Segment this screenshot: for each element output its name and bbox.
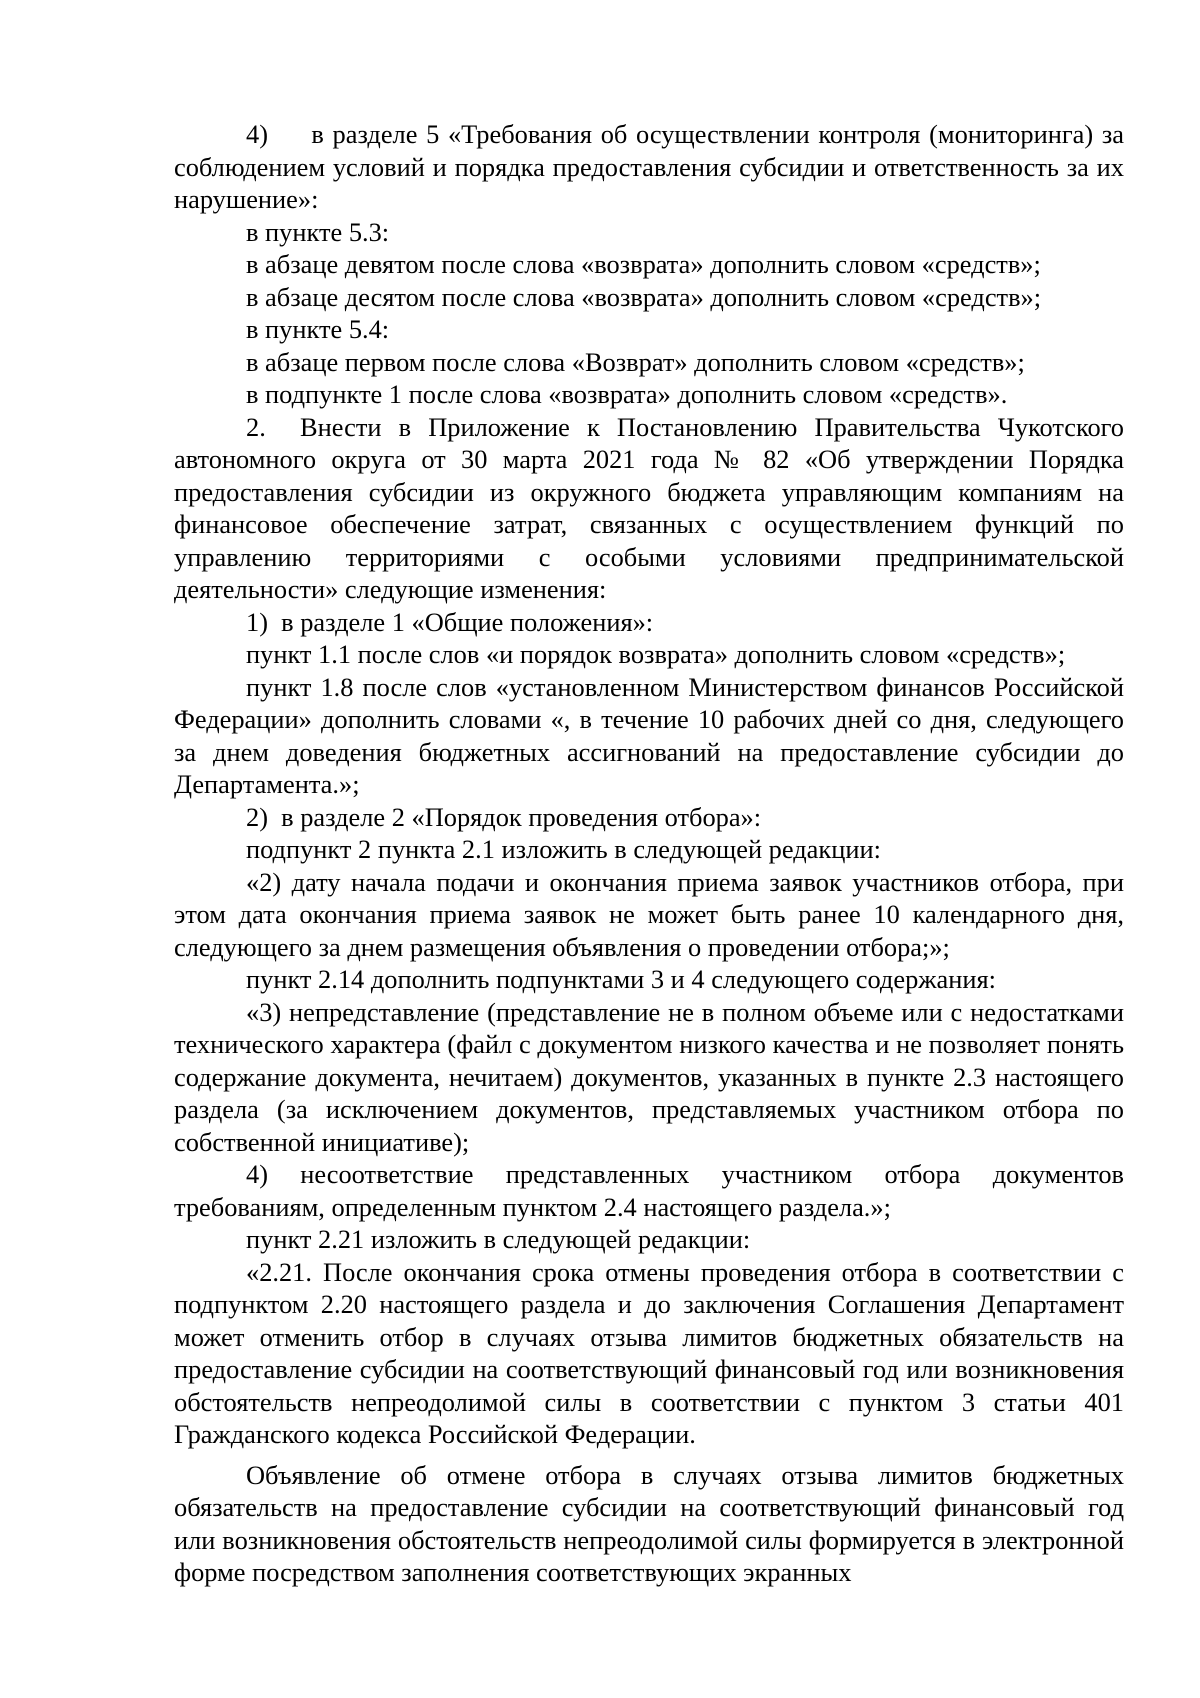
paragraph-section1-heading: 1) в разделе 1 «Общие положения»:: [246, 606, 654, 637]
paragraph-5-4-subitem-1: в подпункте 1 после слова «возврата» дополнить словом «средств».: [246, 379, 1008, 409]
paragraph-section5-heading: 4) в разделе 5 «Требования об осуществлении контроля (мониторинга) за соблюдением условий и порядка предоставления субсидии и ответственность за их нарушение»:: [174, 119, 1124, 214]
paragraph-item-1-1: пункт 1.1 после слов «и порядок возврата» дополнить словом «средств»;: [246, 639, 1066, 669]
paragraph-cancellation-notice: Объявление об отмене отбора в случаях отзыва лимитов бюджетных обязательств на предоставление субсидии на соответствующий финансовый год или возникновения обстоятельств непреодолимой силы формируется в электронной форме посредством заполнения соответствующих экранных: [174, 1459, 1124, 1587]
paragraph-item-1-8: пункт 1.8 после слов «установленном Министерством финансов Российской Федерации» дополнить словами «, в течение 10 рабочих дней со дня, следующего за днем доведения бюджетных ассигнований на предоставление субсидии до Департамента.»;: [174, 671, 1124, 799]
paragraph-5-4-first: в абзаце первом после слова «Возврат» дополнить словом «средств»;: [246, 346, 1025, 377]
paragraph-item-5-4: в пункте 5.4:: [246, 314, 390, 344]
paragraph-section2-heading: 2) в разделе 2 «Порядок проведения отбора»:: [246, 801, 762, 832]
paragraph-5-3-ninth: в абзаце девятом после слова «возврата» дополнить словом «средств»;: [246, 249, 1041, 279]
paragraph-item-2-1: подпункт 2 пункта 2.1 изложить в следующей редакции:: [246, 834, 881, 864]
paragraph-5-3-tenth: в абзаце десятом после слова «возврата» дополнить словом «средств»;: [246, 281, 1042, 312]
paragraph-point-2: 2. Внести в Приложение к Постановлению Правительства Чукотского автономного округа от 30 марта 2021 года № 82 «Об утверждении Порядка предоставления субсидии из окружного бюджета управляющим компаниям на финансовое обеспечение затрат, связанных с осуществлением функций по управлению территориями с особыми условиями предпринимательской деятельности» следующие изменения:: [174, 411, 1124, 604]
paragraph-item-2-21: пункт 2.21 изложить в следующей редакции:: [246, 1224, 751, 1254]
paragraph-item-2-14-sub4: 4) несоответствие представленных участником отбора документов требованиям, определенным пунктом 2.4 настоящего раздела.»;: [174, 1159, 1124, 1222]
paragraph-item-2-14-sub3: «3) непредставление (представление не в полном объеме или с недостатками технического характера (файл с документом низкого качества и не позволяет понять содержание документа, нечитаем) документов, указанных в пункте 2.3 настоящего раздела (за исключением документов, представляемых участником отбора по собственной инициативе);: [174, 996, 1124, 1157]
paragraph-item-5-3: в пункте 5.3:: [246, 216, 390, 247]
document-body: [174, 118, 1124, 1589]
paragraph-item-2-1-text: «2) дату начала подачи и окончания приема заявок участников отбора, при этом дата окончания приема заявок не может быть ранее 10 календарного дня, следующего за днем размещения объявления о проведении отбора;»;: [174, 866, 1124, 962]
paragraph-item-2-14: пункт 2.14 дополнить подпунктами 3 и 4 следующего содержания:: [246, 964, 996, 994]
paragraph-item-2-21-text: «2.21. После окончания срока отмены проведения отбора в соответствии с подпунктом 2.20 настоящего раздела и до заключения Соглашения Департамент может отменить отбор в случаях отзыва лимитов бюджетных обязательств на предоставление субсидии на соответствующий финансовый год или возникновения обстоятельств непреодолимой силы в соответствии с пунктом 3 статьи 401 Гражданского кодекса Российской Федерации.: [174, 1256, 1124, 1449]
